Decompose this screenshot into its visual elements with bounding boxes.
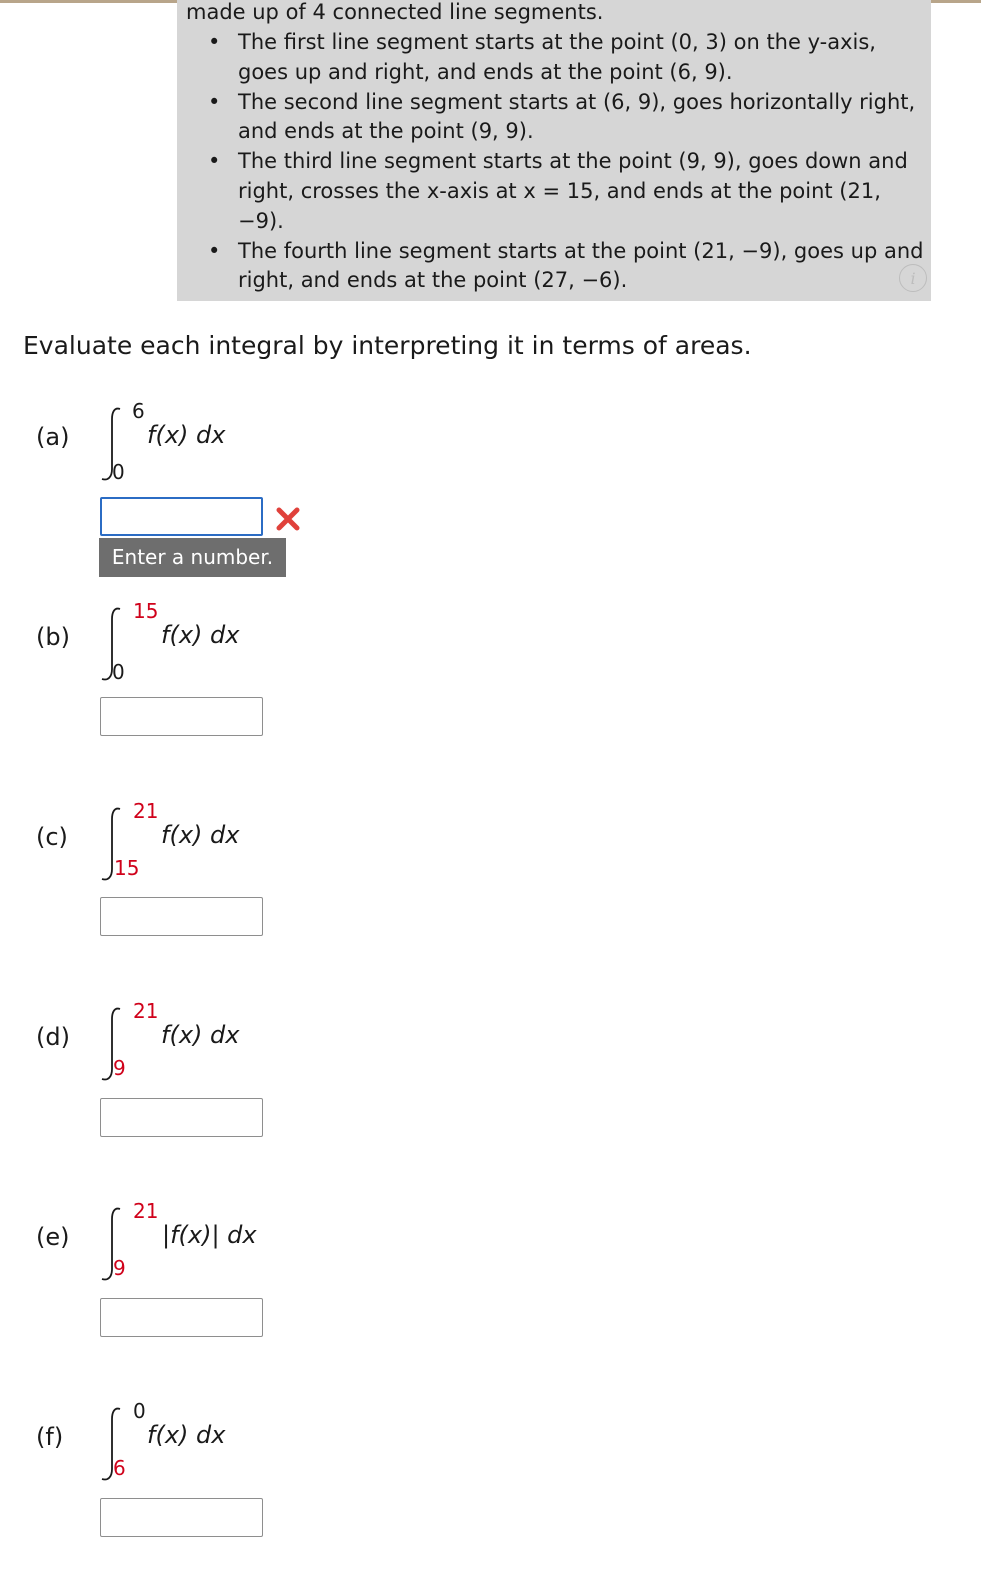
part-label: (a) bbox=[36, 423, 70, 451]
integrand: f(x) dx bbox=[147, 421, 226, 449]
input-tooltip: Enter a number. bbox=[99, 538, 286, 577]
answer-input-b[interactable] bbox=[100, 697, 263, 736]
answer-input-a[interactable] bbox=[100, 497, 263, 536]
upper-limit: 15 bbox=[133, 599, 159, 623]
instruction-text: Evaluate each integral by interpreting it in terms of areas. bbox=[23, 331, 752, 360]
description-bullet: • The third line segment starts at the point (9, 9), goes down and right, crosses the x-axis at x = 15, and ends at the point (21, −9). bbox=[208, 149, 908, 233]
description-bullet: • The second line segment starts at (6, 9), goes horizontally right, and ends at the point (9, 9). bbox=[208, 89, 916, 144]
part-label: (c) bbox=[36, 823, 68, 851]
bullet-icon: • bbox=[208, 238, 221, 263]
upper-limit: 21 bbox=[133, 999, 159, 1023]
part-label: (d) bbox=[36, 1023, 70, 1051]
description-bullet: • The fourth line segment starts at the point (21, −9), goes up and right, and ends at the point (27, −6). bbox=[208, 238, 924, 293]
upper-limit: 21 bbox=[133, 1199, 159, 1223]
lower-limit: 0 bbox=[112, 460, 125, 484]
description-intro: made up of 4 connected line segments. bbox=[186, 0, 604, 24]
integrand: f(x) dx bbox=[161, 1021, 240, 1049]
lower-limit: 9 bbox=[113, 1256, 126, 1280]
integrand: f(x) dx bbox=[161, 621, 240, 649]
description-bullet: • The first line segment starts at the point (0, 3) on the y-axis, goes up and right, and ends at the point (6, 9). bbox=[208, 30, 876, 84]
bullet-icon: • bbox=[208, 30, 221, 54]
bullet-icon: • bbox=[208, 149, 221, 174]
part-label: (f) bbox=[36, 1423, 64, 1451]
integrand: f(x) dx bbox=[161, 821, 240, 849]
x-mark-icon bbox=[275, 506, 301, 532]
integrand: f(x) dx bbox=[147, 1421, 226, 1449]
part-label: (e) bbox=[36, 1223, 70, 1251]
description-list bbox=[206, 28, 926, 296]
answer-input-d[interactable] bbox=[100, 1098, 263, 1137]
answer-input-f[interactable] bbox=[100, 1498, 263, 1537]
answer-input-c[interactable] bbox=[100, 897, 263, 936]
answer-input-e[interactable] bbox=[100, 1298, 263, 1337]
integrand: |f(x)| dx bbox=[162, 1221, 257, 1249]
lower-limit: 15 bbox=[114, 856, 140, 880]
bullet-icon: • bbox=[208, 89, 221, 114]
part-label: (b) bbox=[36, 623, 70, 651]
lower-limit: 6 bbox=[113, 1456, 126, 1480]
info-icon[interactable]: i bbox=[899, 264, 927, 292]
lower-limit: 9 bbox=[113, 1056, 126, 1080]
upper-limit: 0 bbox=[133, 1399, 146, 1423]
lower-limit: 0 bbox=[112, 660, 125, 684]
upper-limit: 21 bbox=[133, 799, 159, 823]
upper-limit: 6 bbox=[132, 399, 145, 423]
